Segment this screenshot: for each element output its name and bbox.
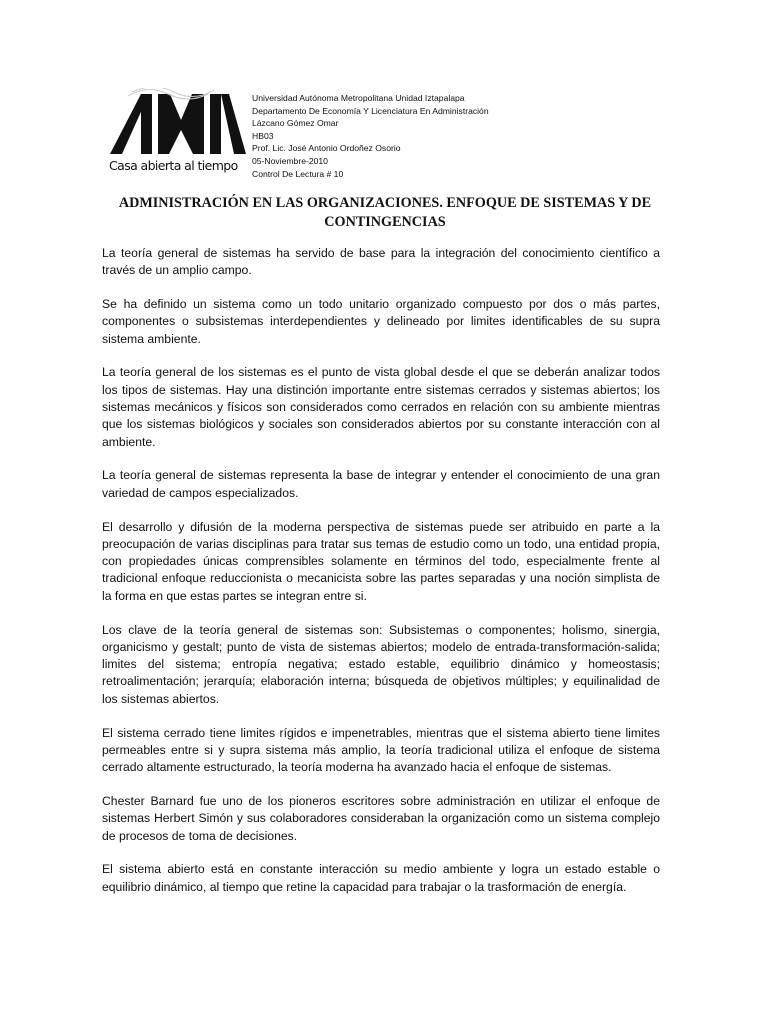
paragraph: Los clave de la teoría general de sistemas son: Subsistemas o componentes; holismo, sinergia, organicismo y gestalt; punto de vista de sistemas abiertos; modelo de entrada-transformación-salida; limites del sistema; entropía negativa; estado estable, equilibrio dinámico y homeostasis; retroalimentación; jerarquía; elaboración interna; búsqueda de objetivos múltiples; y equilinalidad de los sistemas abiertos. — [102, 622, 660, 706]
uam-logo — [108, 88, 244, 180]
document-date: 05-Noviembre-2010 — [252, 155, 328, 166]
paragraph: La teoría general de sistemas representa la base de integrar y entender el conocimiento de una gran variedad de campos especializados. — [102, 468, 660, 500]
paragraph: El desarrollo y difusión de la moderna perspectiva de sistemas puede ser atribuido en parte a la preocupación de varias disciplinas para tratar sus temas de estudio como un todo, una entidad propia, con propiedades únicas comprensibles solamente en términos del todo, especialmente frente al tradicional enfoque reduccionista o mecanicista sobre las partes separadas y una noción simplista de la forma en que estas partes se integran entre si. — [102, 519, 660, 603]
department-name: Departamento De Economía Y Licenciatura En Administración — [252, 105, 489, 116]
document-title: ADMINISTRACIÓN EN LAS ORGANIZACIONES. ENFOQUE DE SISTEMAS Y DE CONTINGENCIAS — [118, 195, 652, 230]
professor-name: Prof. Lic. José Antonio Ordoñez Osorio — [252, 143, 401, 154]
logo-caption: Casa abierta al tiempo — [109, 158, 238, 173]
group-code: HB03 — [252, 130, 274, 141]
paragraph: El sistema abierto está en constante interacción su medio ambiente y logra un estado estable o equilibrio dinámico, al tiempo que retine la capacidad para trabajar o la trasformación de energía. — [102, 862, 660, 894]
assignment-label: Control De Lectura # 10 — [252, 168, 344, 179]
paragraph: El sistema cerrado tiene limites rígidos e impenetrables, mientras que el sistema abierto tiene limites permeables entre si y supra sistema más amplio, la teoría tradicional utiliza el enfoque de sistema cerrado altamente estructurado, la teoría moderna ha avanzado hacia el enfoque de sistemas. — [102, 725, 660, 775]
university-name: Universidad Autónoma Metropolitana Unidad Iztapalapa — [252, 93, 465, 103]
student-name: Lázcano Gómez Omar — [252, 118, 339, 129]
uam-logo-mark — [108, 88, 248, 160]
paragraph: Chester Barnard fue uno de los pioneros escritores sobre administración en utilizar el enfoque de sistemas Herbert Simón y sus colaboradores consideraban la organización como un sistema complejo de procesos de toma de decisiones. — [102, 793, 660, 843]
paragraph: Se ha definido un sistema como un todo unitario organizado compuesto por dos o más partes, componentes o subsistemas interdependientes y delineado por limites identificables de su supra sistema ambiente. — [102, 297, 660, 346]
paragraph: La teoría general de los sistemas es el punto de vista global desde el que se deberán analizar todos los tipos de sistemas. Hay una distinción importante entre sistemas cerrados y sistemas abiertos; los sistemas mecánicos y físicos son considerados como cerrados en relación con su ambiente mientras que los sistemas biológicos y sociales son considerados abiertos por su constante interacción con al ambiente. — [102, 365, 660, 449]
header-info — [252, 92, 489, 180]
paragraph: La teoría general de sistemas ha servido de base para la integración del conocimiento científico a través de un amplio campo. — [102, 246, 660, 278]
document-body — [102, 245, 660, 912]
